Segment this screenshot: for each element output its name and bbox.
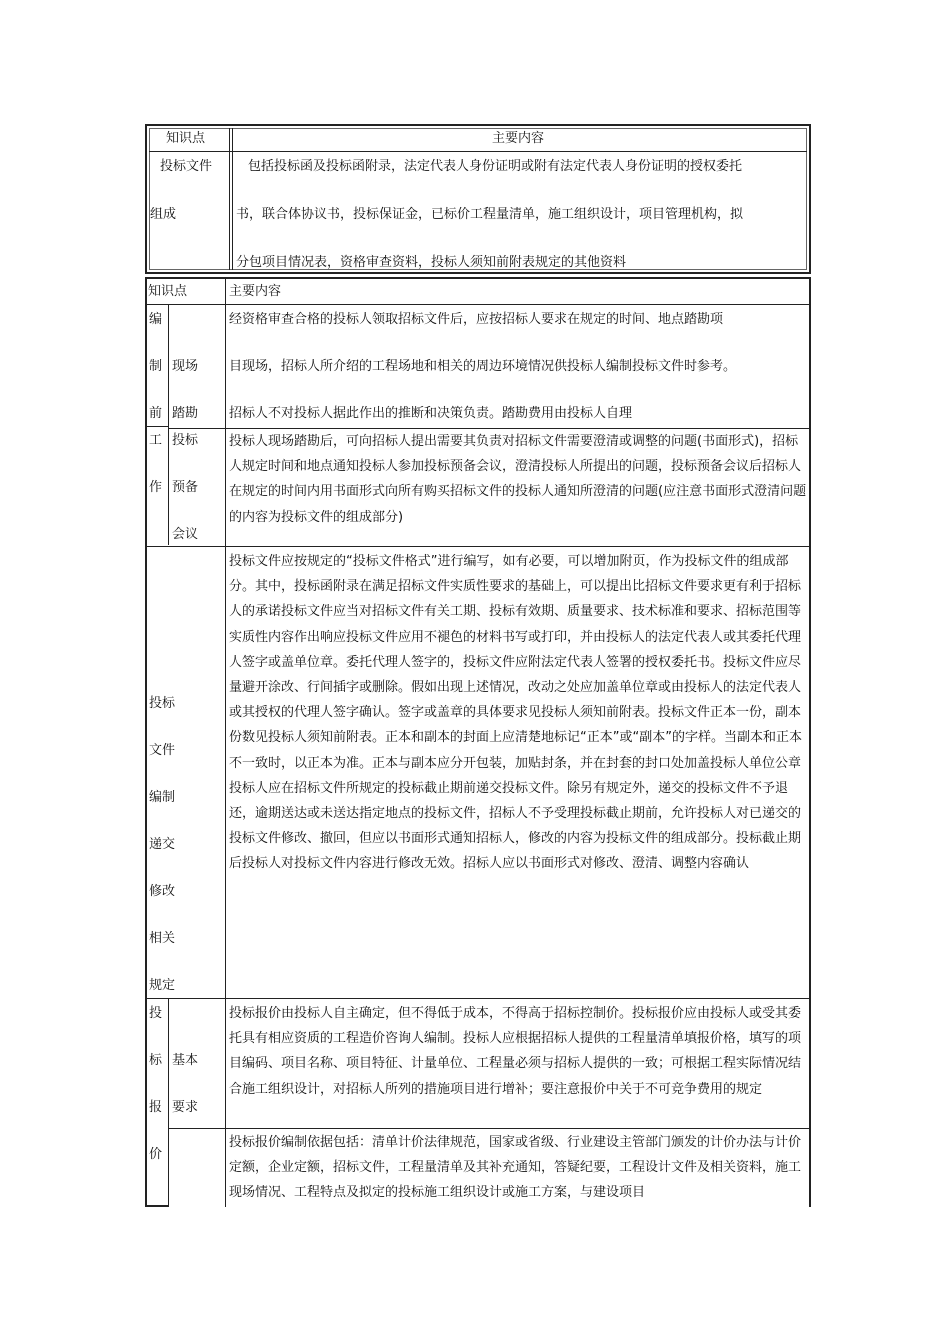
group-prep-char: 编 — [149, 312, 163, 327]
prebid-label: 会议 — [172, 527, 199, 542]
group-prep-char: 作 — [149, 480, 163, 495]
basic-req-label: 要求 — [172, 1100, 199, 1115]
table-1-row-label-line2: 组成 — [150, 207, 177, 222]
prebid-label: 预备 — [172, 480, 199, 495]
site-visit-text: 招标人不对投标人据此作出的推断和决策负责。踏勘费用由投标人自理 — [229, 406, 633, 421]
price-char: 投 — [149, 1006, 163, 1021]
table-1-header-knowledge-point: 知识点 — [166, 131, 206, 146]
site-visit-text: 经资格审查合格的投标人领取招标文件后，应按招标人要求在规定的时间、地点踏勘项 — [229, 312, 724, 327]
table-1-header-main-content: 主要内容 — [492, 131, 545, 146]
site-visit-label: 现场 — [172, 359, 199, 374]
site-visit-label: 踏勘 — [172, 406, 199, 421]
basis-text: 投标报价编制依据包括：清单计价法律规范，国家或省级、行业建设主管部门颁发的计价办法与计价定额，企业定额，招标文件，工程量清单及其补充通知，答疑纪要，工程设计文件及相关资料，施工现场情况、工程特点及拟定的投标施工组织设计或施工方案，与建设项目 — [229, 1135, 802, 1201]
bid-doc-label: 相关 — [149, 931, 176, 946]
prebid-label: 投标 — [172, 433, 199, 448]
table-1-content-line: 书，联合体协议书，投标保证金，已标价工程量清单，施工组织设计，项目管理机构，拟 — [236, 207, 744, 222]
price-char: 价 — [149, 1147, 163, 1162]
basic-req-label: 基本 — [172, 1053, 199, 1068]
bid-doc-label: 投标 — [149, 696, 176, 711]
table-1-content-line: 分包项目情况表，资格审查资料，投标人须知前附表规定的其他资料 — [236, 255, 627, 270]
group-prep-char: 工 — [149, 433, 163, 448]
table-2-header-knowledge-point: 知识点 — [148, 284, 188, 299]
bid-doc-label: 编制 — [149, 790, 176, 805]
bid-doc-label: 修改 — [149, 884, 176, 899]
bid-doc-label: 递交 — [149, 837, 176, 852]
bid-doc-label: 文件 — [149, 743, 176, 758]
group-prep-char: 前 — [149, 406, 163, 421]
price-char: 报 — [149, 1100, 163, 1115]
prebid-text: 投标人现场踏勘后，可向招标人提出需要其负责对招标文件需要澄清或调整的问题(书面形式)，招标人规定时间和地点通知投标人参加投标预备会议，澄清投标人所提出的问题，投标预备会议后招标人在规定的时间内用书面形式向所有购买招标文件的投标人通知所澄清的问题(应注意书面形式澄清问题的内容为投标文件的组成部分) — [229, 434, 807, 525]
price-char: 标 — [149, 1053, 163, 1068]
bid-doc-label: 规定 — [149, 978, 176, 993]
group-prep-char: 制 — [149, 359, 163, 374]
table-2-header-main-content: 主要内容 — [229, 284, 282, 299]
basic-req-text: 投标报价由投标人自主确定，但不得低于成本，不得高于招标控制价。投标报价应由投标人或受其委托具有相应资质的工程造价咨询人编制。投标人应根据招标人提供的工程量清单填报价格，填写的项目编码、项目名称、项目特征、计量单位、工程量必须与招标人提供的一致；可根据工程实际情况结合施工组织设计，对招标人所列的措施项目进行增补；要注意报价中关于不可竞争费用的规定 — [229, 1006, 802, 1097]
bid-doc-text: 投标文件应按规定的“投标文件格式”进行编写，如有必要，可以增加附页，作为投标文件的组成部分。其中，投标函附录在满足招标文件实质性要求的基础上，可以提出比招标文件要求更有利于招标人的承诺投标文件应当对招标文件有关工期、投标有效期、质量要求、技术标准和要求、招标范围等实质性内容作出响应投标文件应用不褪色的材料书写或打印，并由投标人的法定代表人或其委托代理人签字或盖单位章。委托代理人签字的，投标文件应附法定代表人签署的授权委托书。投标文件应尽量避开涂改、行间插字或删除。假如出现上述情况，改动之处应加盖单位章或由投标人的法定代表人或其授权的代理人签字确认。签字或盖章的具体要求见投标人须知前附表。投标文件正本一份，副本份数见投标人须知前附表。正本和副本的封面上应清楚地标记“正本”或“副本”的字样。当副本和正本不一致时，以正本为准。正本与副本应分开包装，加贴封条，并在封套的封口处加盖投标人单位公章投标人应在招标文件所规定的投标截止期前递交投标文件。除另有规定外，递交的投标文件不予退还，逾期送达或未送达指定地点的投标文件，招标人不予受理投标截止期前，允许投标人对已递交的投标文件修改、撤回，但应以书面形式通知招标人，修改的内容为投标文件的组成部分。投标截止期后投标人对投标文件内容进行修改无效。招标人应以书面形式对修改、澄清、调整内容确认 — [229, 554, 802, 872]
table-1-content-line: 包括投标函及投标函附录，法定代表人身份证明或附有法定代表人身份证明的授权委托 — [248, 159, 743, 174]
site-visit-text: 目现场，招标人所介绍的工程场地和相关的周边环境情况供投标人编制投标文件时参考。 — [229, 359, 737, 374]
table-1-row-label-line1: 投标文件 — [160, 159, 213, 174]
